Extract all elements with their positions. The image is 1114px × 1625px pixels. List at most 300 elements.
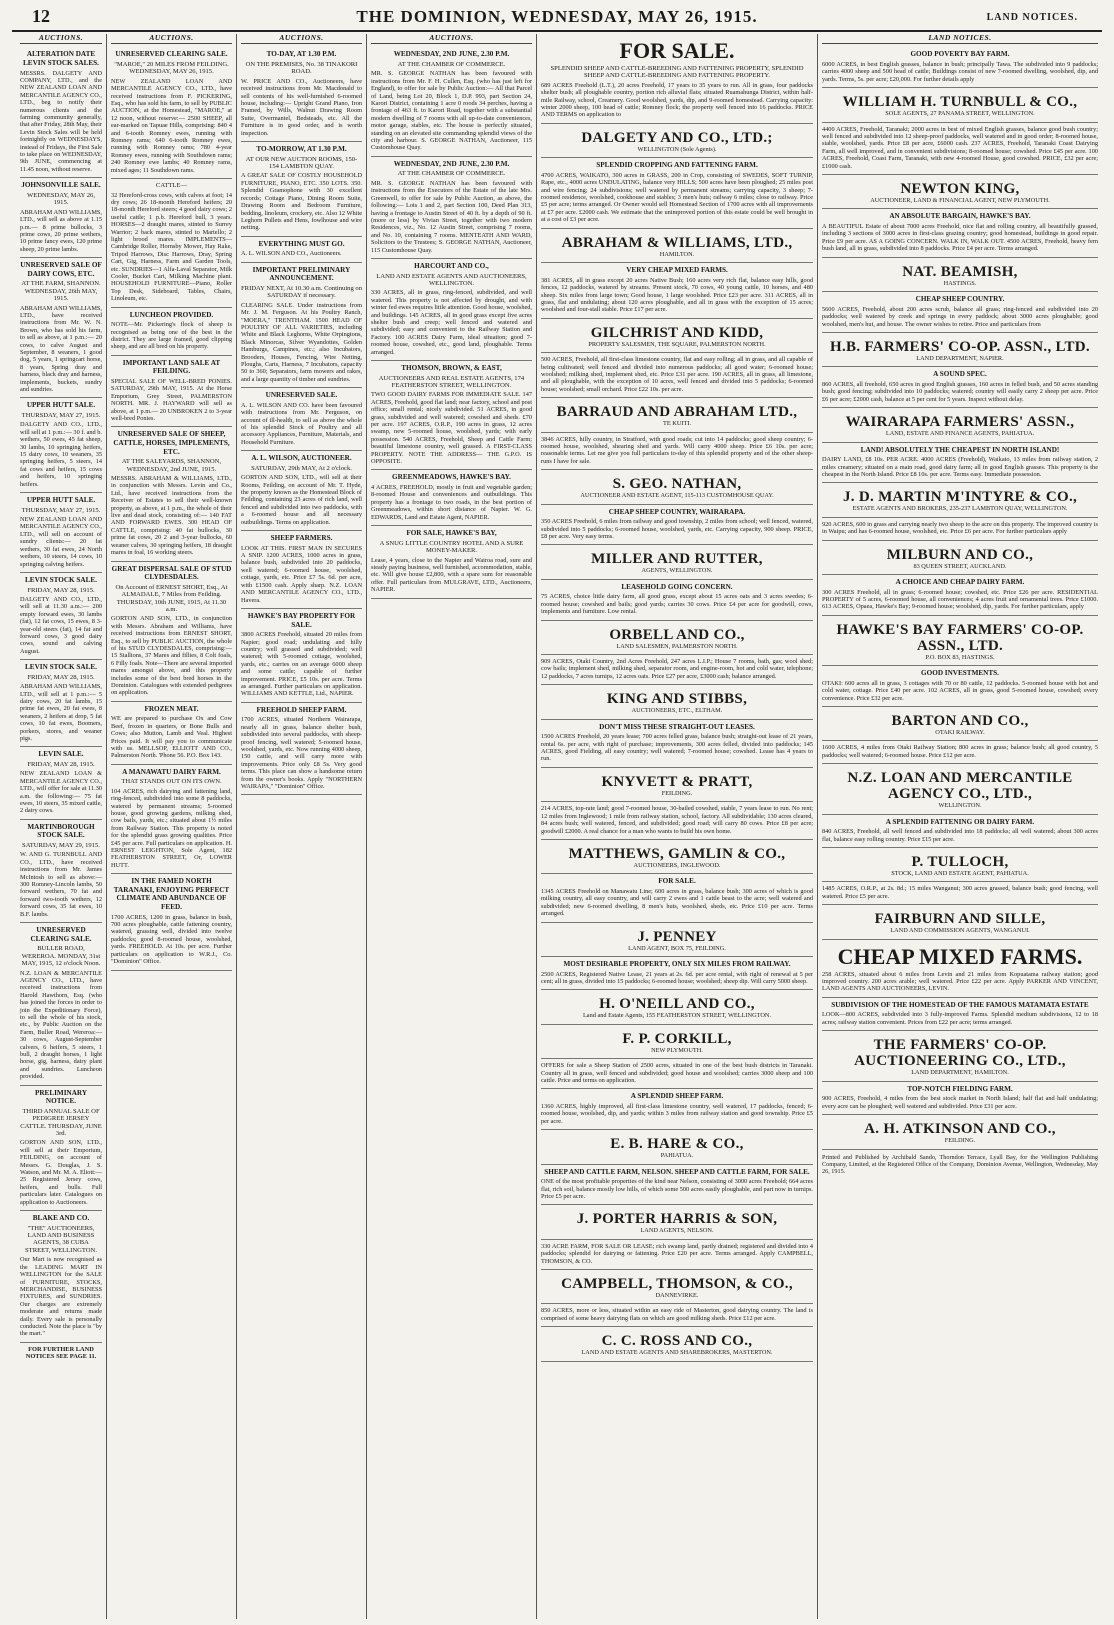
- advertisement: [111, 308, 232, 356]
- ad-body: 1360 ACRES, highly improved, all first-class limestone country, well watered, 17 paddocks, fenced; 6-roomed house, woolshed, dip, and yards; within 3 miles from railway station and good township. Price £5 per acre.: [541, 1102, 813, 1125]
- ad-title: A SPLENDID SHEEP FARM.: [630, 1092, 724, 1101]
- ad-body: OTAKI: 600 acres all in grass, 3 cottages with 70 or 80 cattle, 12 paddocks. 5-roomed house with hot and cold water, cottage. Price £40 per acre. 102 ACRES, all in grass, good 5-roomed house, cowshed; every convenience. Price £32 per acre.: [822, 679, 1098, 702]
- firm-name: WAIRARAPA FARMERS' ASSN.,: [845, 414, 1075, 431]
- firm-name: HAWKE'S BAY FARMERS' CO-OP. ASSN., LTD.: [836, 621, 1084, 654]
- advertisement: [241, 609, 362, 703]
- advertisement: [541, 433, 813, 471]
- firm-name: WILLIAM H. TURNBULL & CO.,: [842, 94, 1078, 111]
- advertisement: [541, 1089, 813, 1130]
- advertisement: [822, 367, 1098, 408]
- firm-address: STOCK, LAND AND ESTATE AGENT, PAHIATUA.: [891, 870, 1029, 878]
- advertisement: [541, 34, 813, 124]
- advertisement: [822, 882, 1098, 905]
- column-1: [16, 34, 107, 1619]
- advertisement: [20, 398, 102, 493]
- ad-body: 4700 ACRES, WAIKATO, 300 acres in GRASS, 200 in Crop, consisting of SWEDES, SOFT TURNIP, Rape, etc., 4000 acres UNDULATING, balance very HILLS; 500 acres have been ploughed; 25 miles post and wire fencing; 24 subdivisions; well watered by permanent streams; carrying capacity, 3 sheep; 7-roomed residence, woolshed, cookhouse and stables; 3 men's huts; railway 6 miles; close to railway. Price £5 per acre; terms arranged. Or Owner would sell Homestead Section of 1700 acres with all improvements at £7 per acre. £2000 cash. We estimate that the unimproved portion of this estate could be well brought in at a cost of £3 per acre.: [541, 171, 813, 224]
- ad-body: ABRAHAM AND WILLIAMS, LTD., have received instructions from Mr. W. N. Brown, who has sold his farm, to sell as above, at 1 p.m.:— 20 cows, to calve August and September, 8 weaners, 1 good dog, 5 years, 1 springcart horse, 8 years, Spring dray and harness, black dray and harness, implements, buckets, sundry and sundries.: [20, 304, 102, 393]
- ad-body: NEW ZEALAND LOAN & MERCANTILE AGENCY CO., LTD., will offer for sale at 11.30 a.m. the following:— 75 fat ewes, 10 steers, 35 mixed cattle, 2 dairy cows.: [20, 770, 102, 815]
- advertisement: [111, 47, 232, 179]
- ad-title: A CHOICE AND CHEAP DAIRY FARM.: [895, 577, 1025, 586]
- ad-subtitle: "THE" AUCTIONEERS, LAND AND BUSINESS AGENTS, 38 CUBA STREET, WELLINGTON.: [25, 1224, 97, 1254]
- advertisement: [541, 319, 813, 353]
- firm-name: KNYVETT & PRATT,: [601, 773, 753, 790]
- advertisement: [111, 702, 232, 765]
- advertisement: [541, 1165, 813, 1206]
- column-header: AUCTIONS.: [371, 34, 532, 44]
- firm-name: C. C. ROSS AND CO.,: [601, 1333, 753, 1350]
- firm-address: AUCTIONEERS, ETC., ELTHAM.: [631, 707, 723, 715]
- ad-subtitle: FRIDAY, MAY 28, 1915.: [27, 586, 95, 594]
- firm-name: E. B. HARE & CO.,: [610, 1136, 744, 1153]
- ad-body: Lease, 4 years, close to the Napier and Wairoa road, sure and steady paying business, well furnished, accommodation, stable, etc. Will give house £2,800, with a spare sum for reasonable offer. Full particulars from MULGRAVE, LTD., Auctioneers, NAPIER.: [371, 556, 532, 594]
- ad-title: EVERYTHING MUST GO.: [258, 239, 345, 248]
- ad-body: 1485 ACRES, O.R.P., at 2s. 8d.; 15 miles Wanganui; 300 acres grassed, balance bush; good fencing, well watered. Price £5 per acre.: [822, 885, 1098, 900]
- firm-name: S. GEO. NATHAN,: [612, 476, 742, 493]
- ad-body: GORTON AND SON, LTD., in conjunction with Messrs. Abraham and Williams, have received instructions from ERNEST SHORT, Esq., to sell by PUBLIC AUCTION, the whole of his STUD CLYDESDALES, comprising:— 15 Stallions, 37 Mares and fillies, 8 Colt foals, 6 Filly foals. Note—There are several imported mares amongst above, and this property includes some of the best bred horses in the Dominion. Catalogues with extended pedigrees on application.: [111, 615, 232, 697]
- firm-name: NEWTON KING,: [900, 181, 1020, 198]
- ad-subtitle: SATURDAY, 29th MAY, At 2 o'clock.: [251, 464, 352, 472]
- advertisement: [541, 263, 813, 319]
- advertisement: [111, 356, 232, 428]
- advertisement: [822, 815, 1098, 848]
- column-4: [367, 34, 537, 1619]
- ad-title: TO-MORROW, AT 1.30 P.M.: [256, 145, 347, 154]
- advertisement: [111, 765, 232, 874]
- advertisement: [822, 616, 1098, 666]
- firm-name: P. TULLOCH,: [911, 854, 1009, 871]
- ad-title: IN THE FAMED NORTH TARANAKI, ENJOYING PERFECT CLIMATE AND ABUNDANCE OF FEED.: [113, 877, 230, 912]
- ad-subtitle: "MAROE," 20 MILES FROM FEILDING. WEDNESDAY, MAY 26, 1915.: [114, 61, 229, 76]
- advertisement: [541, 923, 813, 957]
- ad-title: LEVIN SALE.: [38, 750, 84, 759]
- firm-name: J. PENNEY: [637, 928, 717, 945]
- firm-name: DALGETY AND CO., LTD.;: [581, 129, 773, 146]
- firm-address: AUCTIONEER AND ESTATE AGENT, 115-113 CUSTOMHOUSE QUAY.: [580, 492, 774, 500]
- advertisement: [241, 531, 362, 609]
- advertisement: [541, 1205, 813, 1239]
- firm-address: AUCTIONEERS, INGLEWOOD.: [633, 861, 721, 869]
- firm-address: OTAKI RAILWAY.: [935, 729, 985, 736]
- ad-title: VERY CHEAP MIXED FARMS.: [626, 266, 728, 275]
- advertisement: [241, 451, 362, 531]
- firm-address: FEILDING.: [944, 1137, 976, 1145]
- ad-title: A. L. WILSON, AUCTIONEER.: [251, 454, 352, 463]
- ad-body: 214 ACRES, top-rate land; good 7-roomed house, 30-bailed cowshed, stable, 7 years lease to run. No rent; 12 miles from Inglewood; 1 mile from railway station, school, factory. All subdividable; 130 acres cleared, 84 acres bush; well watered, fenced, and subdivided; good road; will carry 80 cows. Price £8 per acre; goodwill £2000. A real chance for a man who wants to build his own home.: [541, 805, 813, 835]
- firm-address: LAND DEPARTMENT, NAPIER.: [916, 354, 1004, 362]
- ad-body: GORTON AND SON, LTD., will sell at their Emporium, FEILDING, on account of Messrs. G. Douglas, J. S. Watson, and Mr. M. A. Eliott:— 25 Registered Jersey cows, heifers, and bulls. Full particulars later. Catalogues on application to Auctioneers.: [20, 1139, 102, 1206]
- column-header: AUCTIONS.: [111, 34, 232, 44]
- advertisement: [822, 123, 1098, 175]
- ad-title: SHEEP FARMERS.: [270, 534, 333, 543]
- ad-body: MESSRS. DALGETY AND COMPANY, LTD., and the NEW ZEALAND LOAN AND MERCANTILE AGENCY CO., LTD., beg to notify their numerous clients and the farming community generally, that after Friday, 28th May, their Levin Stock Sales will be held fortnightly on WEDNESDAYS, instead of Fridays, the First Sale to take place on WEDNESDAY, 9th JUNE, commencing at 11.45 noon, without reserve.: [20, 69, 102, 173]
- ad-body: 104 ACRES, rich dairying and fattening land, ring-fenced, subdivided into some 8 paddocks, watered by permanent streams; 5-roomed house, good growing gardens, milking shed, cow bails, yards, etc.; situated about 1½ miles from Railway Station. This property is noted for the splendid grass growing qualities. Price £45 per acre. Full particulars on application. H. ERNEST LEIGHTON, Sole Agent, 182 FEATHERSTON STREET, Or, LOWER HUTT.: [111, 787, 232, 869]
- ad-subtitle: FRIDAY NEXT, At 10.30 a.m. Continuing on SATURDAY if necessary.: [241, 284, 363, 300]
- advertisement: [541, 1025, 813, 1059]
- advertisement: [20, 178, 102, 258]
- ad-title: GREAT DISPERSAL SALE OF STUD CLYDESDALES.: [111, 564, 232, 582]
- firm-name: BARTON AND CO.,: [891, 713, 1029, 729]
- advertisement: [371, 470, 532, 526]
- ad-body: 2500 ACRES, Registered Native Lease, 21 years at 2s. 6d. per acre rental, with right of renewal at 5 per cent; all in grass, divided into 15 paddocks; 6-roomed house; woolshed; sheep dip. Will carry 5000 sheep.: [541, 970, 813, 985]
- advertisement: [20, 1211, 102, 1343]
- ad-body: SPECIAL SALE OF WELL-BRED PONIES. SATURDAY, 29th MAY, 1915. At the Horse Emporium, Grey Street, PALMERSTON NORTH. MR. J. HAYWARD will sell as above, at 1 p.m.— 20 UNBROKEN 2 to 3-year well-bred Ponies.: [111, 378, 232, 423]
- advertisement: [822, 1115, 1098, 1149]
- ad-body: 4400 ACRES, Freehold, Taranaki; 2000 acres in best of mixed English grasses, balance good bush country; well fenced and subdivided into 12 sheep-proof paddocks, well watered and in good order; 8-roomed house, stable, woolshed, yards. Price £8 per acre, £6000 cash. 237 ACRES, Freehold, Taranaki Coast Dairying Farm, all well improved, and in convenient subdivisions; 8-roomed house; cowshed. Price £45 per acre. 100 ACRES, Freehold, Coast Farm, Taranaki, with new 4-roomed House, good cowshed. PRICE, £32 per acre; £1000 cash.: [822, 125, 1098, 170]
- ad-body: 1500 ACRES Freehold, 20 years lease; 700 acres felled grass, balance bush; straight-out lease of 21 years, rental 6s. per acre, with right of purchase; improvements, 300 acres felled, divided into paddocks; 145 ACRES, good Fielding, all easy country; well watered; 7-roomed house; cowshed. Lease has 4 years to run.: [541, 733, 813, 763]
- firm-address: HASTINGS.: [943, 279, 977, 287]
- firm-name: THE FARMERS' CO-OP. AUCTIONEERING CO., LTD.,: [854, 1037, 1066, 1070]
- ad-title: FOR SALE, HAWKE'S BAY,: [406, 529, 497, 538]
- advertisement: [241, 388, 362, 451]
- ad-body: MR. S. GEORGE NATHAN has been favoured with instructions from Mr. F. H. Cullen, Esq. (who has just left for England), to offer for sale by Public Auction:— All that Parcel of Land, being Lot 20, Block 1, D.P. 993, part Section 24, Karori District, containing 1 acre 0 roods 34 perches, having a frontage of 463 ft. to Karori Road, together with a substantial modern dwelling of 7 rooms with all up-to-date conveniences, motor garage, stables, etc. The house is perfectly situated, standing on an elevated site commanding splendid views of the city and harbour. S. GEORGE NATHAN, Auctioneer, 115 Customhouse Quay.: [371, 70, 532, 152]
- ad-body: 6000 ACRES, in best English grasses, balance in bush; principally Tawa. The subdivided into 9 paddocks; carries 4000 sheep and 500 head of cattle; Buildings consist of new 7-roomed dwelling, woolshed, dip, and yards. Terms, 5s. per acre; £20,000. For further details apply: [822, 61, 1098, 83]
- ad-body: A GREAT SALE OF COSTLY HOUSEHOLD FURNITURE, PIANO, ETC. 350 LOTS. 350. Splendid Gramophone with 30 excellent records; Cottage Piano, Dining Room Suite, Drawing Room and Bedroom Furniture, bedding, linoleum, crockery, etc. Also 12 White Leghorn Pullets and Hens, fowlhouse and wire netting.: [241, 172, 362, 232]
- ad-body: TWO GOOD DAIRY FARMS FOR IMMEDIATE SALE. 147 ACRES, Freehold, good flat land; near factory, school and post office; small rental; nicely subdivided. 51 ACRES, in good grass, subdivided and well watered; cowshed and sheds. £70 per acre. 197 ACRES, O.R.P., 190 acres in grass, 12 acres swamp, new 5-roomed house, woolshed, yards; with early possession. 540 ACRES, Freehold, Sheep and Cattle Farm; beautiful limestone country, well grassed. A FIRST-CLASS PROPERTY. NOTE THE ADDRESS— THE G.P.O. IS OPPOSITE.: [371, 391, 532, 466]
- advertisement: [541, 720, 813, 768]
- ad-subtitle: SPLENDID SHEEP AND CATTLE-BREEDING AND FATTENING PROPERTY, SPLENDID SHEEP AND CATTLE-BREEDING AND FATTENING PROPERTY.: [550, 65, 804, 80]
- firm-name: F. P. CORKILL,: [622, 1030, 732, 1047]
- firm-name: BARRAUD AND ABRAHAM LTD.,: [556, 404, 798, 421]
- ad-subtitle: THURSDAY, MAY 27, 1915.: [21, 506, 101, 514]
- printer-imprint: Printed and Published by Archibald Sando, Thorndon Terrace, Lyall Bay, for the Wellington Publishing Company, Limited, at the Registered Office of the Company, Dominion Avenue, Wellington, Wednesday, May 26, 1915.: [822, 1153, 1098, 1175]
- advertisement: [541, 505, 813, 546]
- advertisement: [541, 124, 813, 158]
- column-header: LAND NOTICES.: [822, 34, 1098, 44]
- advertisement: [822, 518, 1098, 541]
- ad-subtitle: A SNUG LITTLE COUNTRY HOTEL AND A SURE MONEY-MAKER.: [379, 539, 524, 555]
- advertisement: [822, 741, 1098, 764]
- ad-title: A SPLENDID FATTENING OR DAIRY FARM.: [885, 817, 1035, 826]
- firm-name: H.B. FARMERS' CO-OP. ASSN., LTD.: [830, 338, 1090, 355]
- ad-title: FOR SALE.: [658, 877, 696, 886]
- column-5: [537, 34, 818, 1619]
- advertisement: [541, 874, 813, 922]
- advertisement: [371, 526, 532, 598]
- column-6: [818, 34, 1102, 1619]
- advertisement: [822, 443, 1098, 484]
- ad-body: DALGETY AND CO., LTD., will sell at 1 p.m.:— 30 f. and b. wethers, 50 ewes, 45 fat sheep, 30 lambs, 10 springing heifers, 15 dairy cows, 10 weaners, 35 springing heifers, 5 steers, 14 fat cows and heifers, 15 cows and heifers, 10 springing heifers.: [20, 421, 102, 488]
- firm-address: AGENTS, WELLINGTON.: [641, 567, 713, 575]
- firm-name: MATTHEWS, GAMLIN & CO.,: [568, 845, 786, 862]
- ad-body: LOOK—800 ACRES, subdivided into 3 fully-improved Farms. Splendid medium subdivisions, 12 to 18 acres; railway station convenient. Prices from £22 per acre; terms arranged.: [822, 1011, 1098, 1026]
- advertisement: [541, 1240, 813, 1270]
- ad-body: 5600 ACRES, Freehold, about 200 acres scrub, balance all grass; ring-fenced and subdivided into 20 paddocks; well watered by creek and springs in every paddock; about 3000 acres ploughable; good woolshed, men's hut, and house. The owner wishes to retire. Price and particulars from: [822, 305, 1098, 328]
- ad-title: JOHNSONVILLE SALE.: [21, 181, 101, 190]
- firm-address: LAND AND ESTATE AGENTS AND SHAREBROKERS, MASTERTON.: [581, 1349, 773, 1357]
- column-header: AUCTIONS.: [20, 34, 102, 44]
- ad-title: UPPER HUTT SALE.: [26, 401, 96, 410]
- ad-body: 4 ACRES, FREEHOLD, mostly in fruit and vegetable garden; 8-roomed House and conveniences and outbuildings. This property has a frontage to two roads, in the best portion of Greenmeadows, within short distance of Napier. W. G. EDWARDS, Land and Estate Agent, NAPIER.: [371, 484, 532, 521]
- advertisement: [241, 237, 362, 263]
- firm-address: HAMILTON.: [659, 250, 695, 258]
- firm-address: LAND AGENT, BOX 75, FEILDING.: [628, 944, 726, 952]
- firm-address: LAND SALESMEN, PALMERSTON NORTH.: [616, 642, 738, 650]
- advertisement: [822, 408, 1098, 442]
- ad-subtitle: ON THE PREMISES, No. 38 TINAKORI ROAD.: [245, 61, 358, 76]
- ad-title: THOMSON, BROWN, & EAST,: [401, 364, 502, 372]
- advertisement: [822, 175, 1098, 209]
- firm-address: LAND DEPARTMENT, HAMILTON.: [911, 1069, 1009, 1077]
- advertisement: [822, 483, 1098, 517]
- firm-name: MILBURN AND CO.,: [886, 546, 1034, 563]
- ad-title: SUBDIVISION OF THE HOMESTEAD OF THE FAMOUS MATAMATA ESTATE: [831, 1000, 1089, 1009]
- firm-address: PAHIATUA.: [660, 1152, 694, 1160]
- ad-title: FROZEN MEAT.: [144, 704, 199, 713]
- firm-name: KING AND STIBBS,: [606, 691, 748, 708]
- ad-body: NEW ZEALAND LOAN AND MERCANTILE AGENCY CO., LTD., have received instructions from F. PICKERING, Esq., who has sold his farm, to sell by PUBLIC AUCTION, at the Homestead, "MAROE," at 12 noon, without reserve:— 2500 SHEEP, all ear-marked on Tapuae Hills, comprising: 840 4 and 6-tooth Romney ewes, running with Romney rams; 640 6-tooth Romney ewes, running with Romney rams; 780 4-year Romney ewes, running with Southdown rams; 240 Romney ewe lambs; 40 Romney rams, mixed ages; 11 Southdown rams.: [111, 77, 232, 174]
- ad-title: SHEEP AND CATTLE FARM, NELSON. SHEEP AND CATTLE FARM, FOR SALE.: [544, 1167, 810, 1176]
- ad-body: A BEAUTIFUL Estate of about 7000 acres Freehold, nice flat and rolling country, all beautifully grassed, including 3 sections of 3000 acres in first-class grazing country; good homestead, buildings in good repair. Price £9 per acre. AS A GOING CONCERN. WALK IN, WALK OUT. 4500 ACRES, Freehold, heavy fern bush land, all in grass, subdivided into 8 paddocks. Price £4 per acre. Terms arranged.: [822, 223, 1098, 253]
- firm-name: ABRAHAM & WILLIAMS, LTD.,: [561, 234, 793, 251]
- ad-title: LEASEHOLD GOING CONCERN.: [621, 582, 733, 591]
- advertisement: [822, 1082, 1098, 1115]
- advertisement: [822, 292, 1098, 333]
- columns-container: [16, 34, 1102, 1619]
- advertisement: [822, 940, 1098, 998]
- firm-name: H. O'NEILL AND CO.,: [599, 996, 755, 1013]
- advertisement: [541, 229, 813, 263]
- advertisement: [20, 573, 102, 660]
- ad-body: 920 ACRES, 600 in grass and carrying nearly two sheep to the acre on this property. The improved country is in Waipu; and has 6-roomed house, woolshed, etc. Price £6 per acre. For further particulars apply: [822, 520, 1098, 536]
- advertisement: [541, 621, 813, 655]
- ad-body: 1700 ACRES, 1200 in grass, balance in bush, 700 acres ploughable, cattle fattening country, watered, grassing well, divided into twelve paddocks; good 8-roomed house, woolshed, yards. FREEHOLD. At 10s. per acre. Further particulars on application to W.R.J., Co. "Dominion" Office.: [111, 913, 232, 966]
- firm-address: FEILDING.: [661, 789, 693, 797]
- ad-body: NEW ZEALAND LOAN AND MERCANTILE AGENCY CO., LTD., will sell on account of sundry clients:— 20 fat wethers, 30 fat ewes, 24 North wethers, 10 steers, 14 cows, 10 springing calving heifers.: [20, 516, 102, 568]
- advertisement: [111, 562, 232, 702]
- ad-body: 330 ACRES, all in grass, ring-fenced, subdivided, and well watered. This property is not affected by drought, and with winter fed ewes requires little attention. Good house, woolshed, and buildings. 145 ACRES, all in good grass except five acres shelter bush and creep; well fenced and watered and subdivided; easy and convenient to the Railway Station and Factory. 100 ACRES Dairy Farm, ideal situation; good 7-roomed house, cowshed, etc., good land, ploughable. Terms arranged.: [371, 289, 532, 356]
- ad-title: GOOD POVERTY BAY FARM.: [910, 50, 1010, 59]
- firm-address: LAND AGENTS, NELSON.: [640, 1227, 714, 1235]
- advertisement: [20, 258, 102, 398]
- ad-subtitle: WEDNESDAY, MAY 26, 1915.: [26, 191, 96, 207]
- advertisement: [20, 47, 102, 178]
- ad-subtitle: LAND AND ESTATE AGENTS AND AUCTIONEERS, WELLINGTON.: [376, 272, 527, 287]
- ad-title: TO-DAY, AT 1.30 P.M.: [266, 50, 337, 59]
- ad-title: UPPER HUTT SALE.: [26, 496, 96, 505]
- firm-address: ESTATE AGENTS AND BROKERS, 235-237 LAMBTON QUAY, WELLINGTON.: [852, 505, 1068, 513]
- ad-title: LEVIN STOCK SALE.: [25, 575, 97, 584]
- newspaper-title: THE DOMINION, WEDNESDAY, MAY 26, 1915.: [356, 7, 758, 26]
- ad-subtitle: AT THE SALEYARDS, SHANNON, WEDNESDAY, 2nd JUNE, 1915.: [121, 458, 222, 473]
- advertisement: [822, 333, 1098, 367]
- firm-name: FAIRBURN AND SILLE,: [874, 911, 1046, 928]
- ad-body: ABRAHAM AND WILLIAMS, LTD., will sell at 1 p.m.:— 5 dairy cows, 20 fat lambs, 15 prime fat ewes, 20 fat ewes, 8 weaners, 2 heifers at drop, 5 fat cows, 10 fat ewes, Boomers, porkers, stores, and weaner pigs.: [20, 683, 102, 742]
- advertisement: [541, 1327, 813, 1361]
- advertisement: [371, 157, 532, 259]
- firm-name: NAT. BEAMISH,: [902, 263, 1018, 280]
- firm-address: TE KUITI.: [663, 420, 691, 428]
- ad-title: LEVIN STOCK SALE.: [25, 663, 97, 672]
- ad-title: LAND! ABSOLUTELY THE CHEAPEST IN NORTH ISLAND!: [860, 445, 1060, 454]
- advertisement: [541, 1130, 813, 1164]
- ad-title: A SOUND SPEC.: [933, 370, 987, 379]
- ad-title: UNRESERVED CLEARING SALE.: [115, 50, 228, 59]
- advertisement: [822, 1031, 1098, 1081]
- advertisement: [241, 47, 362, 142]
- advertisement: [541, 685, 813, 719]
- ad-title: SPLENDID CROPPING AND FATTENING FARM.: [596, 161, 758, 170]
- ad-body: 1345 ACRES Freehold on Manawatu Line; 600 acres in grass, balance bush; 300 acres of which is good milking country, all easy country, and will carry 2 ewes and 1 cattle beast to the acre; well watered and subdivided; new 6-roomed dwelling, 8 men's huts, woolshed, sheds, etc. Price £10 per acre. Terms arranged.: [541, 887, 813, 918]
- masthead: [12, 6, 1102, 32]
- advertisement: [822, 666, 1098, 707]
- firm-address: LAND, ESTATE AND FINANCE AGENTS, PAHIATUA.: [885, 430, 1035, 438]
- ad-body: WE are prepared to purchase Ox and Cow Beef, frozen in quarters, or Bone Bulls and Cows; also Mutton, Lamb and Veal. Highest Prices paid. It will pay you to communicate with us. MELLSOP, ELLIOTT AND CO., Palmerston North. 'Phone 56. P.O. Box 143.: [111, 715, 232, 760]
- firm-name: A. H. ATKINSON AND CO.,: [864, 1121, 1056, 1138]
- firm-name: MILLER AND RUTTER,: [591, 551, 763, 568]
- firm-address: LAND AND COMMISSION AGENTS, WANGANUI.: [890, 927, 1030, 935]
- advertisement: [541, 802, 813, 840]
- ad-title: BLAKE AND CO.: [32, 1214, 90, 1223]
- firm-address: PROPERTY SALESMEN, THE SQUARE, PALMERSTON NORTH.: [588, 340, 766, 348]
- column-3: [237, 34, 367, 1619]
- firm-address: WELLINGTON (Sole Agents).: [637, 145, 717, 153]
- ad-body: CLEARING SALE. Under instructions from Mr. J. M. Ferguson. At his Poultry Ranch, "MOERA," TRENTHAM. 1500 HEAD OF POULTRY OF ALL VARIETIES, including White and Black Leghorns, White Orpingtons, Black Minorcas, Silver Wyandottes, Golden Hamburgs, Campines, etc.; also Incubators, Brooders, Houses, Fencing, Wire Netting, Ploughs, Carts, Harness, 7 Incubators, capacity 50 to 360; Separators, farm mowers and rakes, and a large quantity of timber and sundries.: [241, 301, 362, 383]
- ad-body: 1600 ACRES, 4 miles from Otaki Railway Station; 800 acres in grass; balance bush; all good country, 5 paddocks; well watered; 6-roomed house. Price £12 per acre.: [822, 744, 1098, 759]
- ad-body: ONE of the most profitable properties of the kind near Nelson, consisting of 3000 acres Freehold; 664 acres flat, rich soil, balance mostly low hills, of which some 500 acres easily ploughable, and part now in turnips. Price £5 per acre.: [541, 1178, 813, 1200]
- ad-title: TOP-NOTCH FIELDING FARM.: [907, 1084, 1013, 1093]
- ad-body: 3800 ACRES Freehold, situated 20 miles from Napier; good road; undulating and hilly country; well grassed and subdivided; well watered; with 5-roomed cottage, woolshed, yards, etc.; carries on an average 6000 sheep and some cattle; capable of further improvement. PRICE, £5 10s. per acre. Terms as arranged. Further particulars on application. WILLIAMS AND KETTLE, Ltd., NAPIER.: [241, 631, 362, 698]
- ad-body: 900 ACRES, Freehold, 4 miles from the best stock market in North Island; half flat and half undulating; every acre can be ploughed; well watered and subdivided. Price £31 per acre.: [822, 1095, 1098, 1110]
- ad-subtitle: AT THE CHAMBER OF COMMERCE.: [397, 170, 506, 178]
- ad-title: CHEAP MIXED FARMS.: [837, 943, 1083, 969]
- ad-subtitle: BULLER ROAD, WEREROA. MONDAY, 31st MAY, 1915, 12 o'clock Noon.: [21, 945, 101, 968]
- ad-body: 850 ACRES, more or less, situated within an easy ride of Masterton, good dairying country. The land is comprised of some heavy dairying flats on which are good milking sheds. Price £12 per acre.: [541, 1307, 813, 1322]
- advertisement: [20, 820, 102, 923]
- ad-body: 258 ACRES, situated about 6 miles from Levin and 21 miles from Kopuatama railway station; good improved country. 200 acres arable; well watered. Price £22 per acre. Apply PARKER AND VINCENT, LAND AGENTS AND AUCTIONEERS, LEVIN.: [822, 970, 1098, 993]
- advertisement: [371, 259, 532, 361]
- ad-body: Our Mart is now recognised as the LEADING MART IN WELLINGTON for the SALE of FURNITURE, STOCKS, MERCHANDISE, BUSINESS FIXTURES, and SUNDRIES. Our charges are extremely moderate and returns made daily. Every sale is personally conducted. Note the place is "by the mart.": [20, 1256, 102, 1338]
- firm-name: J. PORTER HARRIS & SON,: [576, 1211, 778, 1228]
- ad-title: CHEAP SHEEP COUNTRY.: [915, 295, 1005, 304]
- ad-body: 381 ACRES, all in grass except 20 acres Native Bush; 160 acres very rich flat, balance easy hills, good fences, 12 paddocks, watered by streams. Present stock, 70 cows, 40 young cattle, 10 horses, and 480 sheep. Six miles from large town; Good house, 1 large woolshed. Price £23 per acre. 311 ACRES, all in grass, flat and undulating; about 120 acres ploughable, and all in grass with the exception of 15 acres; woolshed and four-stall stable. Price £17 per acre.: [541, 276, 813, 314]
- ad-subtitle: THAT STANDS OUT ON ITS OWN.: [121, 778, 222, 786]
- ad-subtitle: THIRD ANNUAL SALE OF PEDIGREE JERSEY CATTLE. THURSDAY, JUNE 3rd.: [20, 1107, 102, 1137]
- ad-body: W. AND G. TURNBULL AND CO., LTD., have received instructions from Mr. James McIntosh to sell as above:— 300 Romney-Lincoln lambs, 50 forward wethers, 70 fat and forward two-tooth wethers, 12 forward cows, 35 fat ewes, 10 B.F. lambs.: [20, 851, 102, 918]
- ad-body: 32 Hereford-cross cows, with calves at foot; 14 dry cows; 26 18-month Hereford heifers; 20 18-month Hereford steers; 4 good dairy cows; 2 useful cattle; 1 p.b. Hereford bull, 3 years. HORSES—2 draught mares, stinted to Surrey Warrior; 2 back mares, stinted to Martello; 2 light brood mares. IMPLEMENTS—Cambridge Roller, Hornsby Mower, Hay Rake, Tripod Harrows, Disc Harrows, Dray, Spring Cart, Gig, Harness, Farm and Garden Tools, etc. SUNDRIES—1 Alfa-Laval Separator, Milk Cooler, Bucket Cart, Milking Machine plant. HOUSEHOLD FURNITURE—Piano, Roller Top Desk, Sideboard, Tables, Chairs, Linoleum, etc.: [111, 191, 232, 303]
- firm-name: ORBELL AND CO.,: [609, 626, 745, 643]
- advertisement: [541, 840, 813, 874]
- ad-title: DON'T MISS THESE STRAIGHT-OUT LEASES.: [599, 722, 755, 731]
- ad-body: DAIRY LAND, £8 10s. PER ACRE. 4000 ACRES (Freehold), Waikato, 13 miles from railway station, 2 miles creamery; situated on a main road, good dairy farm; all in good English grasses. This property is the cheapest in the North Island. Price £8 10s. per acre. Terms easy. Immediate possession.: [822, 456, 1098, 478]
- ad-title: UNRESERVED SALE OF SHEEP, CATTLE, HORSES, IMPLEMENTS, ETC.: [113, 430, 230, 456]
- ad-body: 300 ACRES Freehold, all in grass; 6-roomed house; cowshed, etc. Price £26 per acre. RESIDENTIAL PROPERTY of 5 acres, 6-roomed house, all conveniences; 4 acres fruit and ornamental trees. Price £1000. 613 ACRES, Opaea, Hawke's Bay; 9-roomed house; woolshed, dip, yards. For further particulars, apply: [822, 588, 1098, 611]
- advertisement: [822, 88, 1098, 122]
- advertisement: [20, 493, 102, 573]
- firm-address: Land and Estate Agents, 155 FEATHERSTON STREET, WELLINGTON.: [582, 1012, 772, 1020]
- ad-body: LOOK AT THIS. FIRST MAN IN SECURES A SNIP. 1200 ACRES, 1000 acres in grass, balance bush, subdivided into 20 paddocks, well watered; 6-roomed house, woolshed, cottage, yards, etc. Price £7 5s. 6d. per acre, with £1500 cash. Apply sharp. N.Z. LOAN AND MERCANTILE AGENCY CO., LTD., Havera.: [241, 544, 362, 604]
- ad-subtitle: FRIDAY, MAY 28, 1915.: [27, 761, 95, 768]
- firm-address: AUCTIONEER, LAND & FINANCIAL AGENT, NEW PLYMOUTH.: [870, 197, 1050, 205]
- ad-title: AN ABSOLUTE BARGAIN, HAWKE'S BAY.: [889, 212, 1031, 221]
- advertisement: [822, 541, 1098, 575]
- ad-body: 1700 ACRES, situated Northern Wairarapa, nearly all in grass, balance shelter bush, subdivided into several paddocks, with sheep-proof fencing, well watered; 5-roomed house, woolshed, yards, etc. Now running 4000 sheep, 150 cattle, and will carry more with improvements. Price only £8 5s. Very good terms. This place can show a handsome return from the owner's books. Apply "NORTHERN WAIRAPA," "Dominion" Office.: [241, 716, 362, 790]
- ad-title: CHEAP SHEEP COUNTRY, WAIRARAPA.: [608, 507, 746, 516]
- column-2: [107, 34, 237, 1619]
- ad-body: ABRAHAM AND WILLIAMS, LTD., will sell as above at 1.15 p.m.— 8 prime bullocks, 3 prime cows, 20 prime wethers, 10 prime fancy ewes, 120 prime sheep, 20 prime lambs.: [20, 208, 102, 253]
- firm-name: CAMPBELL, THOMSON, & CO.,: [561, 1276, 793, 1293]
- ad-subtitle: CATTLE—: [155, 182, 188, 190]
- advertisement: [371, 361, 532, 470]
- advertisement: [20, 747, 102, 819]
- advertisement: [241, 703, 362, 796]
- advertisement: [822, 848, 1098, 882]
- advertisement: [822, 47, 1098, 88]
- advertisement: [822, 707, 1098, 741]
- ad-subtitle: FRIDAY, MAY 28, 1915.: [27, 673, 95, 681]
- advertisement: [111, 427, 232, 561]
- ad-body: 840 ACRES, Freehold, all well fenced and subdivided into 18 paddocks; all well watered; about 300 acres flat, balance easy rolling country. Price £15 per acre.: [822, 828, 1098, 843]
- ad-body: 350 ACRES Freehold, 6 miles from railway and good township, 2 miles from school; well fenced, watered, subdivided into 5 paddocks; 6-roomed house, woolshed, yards, etc. Carrying capacity, 900 sheep. PRICE, £8 per acre. Very easy terms.: [541, 518, 813, 540]
- advertisement: [541, 545, 813, 579]
- ad-body: 860 ACRES, all freehold, 650 acres in good English grasses, 160 acres in felled bush, and 50 acres standing bush; good fencing; subdivided into 10 paddocks; watered; country will easily carry 2 sheep per acre. Price £6 per acre; £2000 cash, balance at 5 per cent for 5 years. Inspect without delay.: [822, 380, 1098, 403]
- firm-address: 83 QUEEN STREET, AUCKLAND.: [913, 562, 1007, 570]
- ad-title: IMPORTANT PRELIMINARY ANNOUNCEMENT.: [252, 265, 351, 283]
- advertisement: [20, 1086, 102, 1211]
- ad-body: MESSRS. ABRAHAM & WILLIAMS, LTD., in conjunction with Messrs. Levin and Co., Ltd., have received instructions from the Receiver of Estates to sell their well-known property, as above, at 1 p.m., the whole of their live and dead stock, consisting of:— 140 FAT AND FORWARD EWES. 300 HEAD OF CATTLE, comprising: 40 fat bullocks, 30 prime fat cows, 20 2 and 3-year bullocks, 60 weaner calves, 30 springing heifers, 18 draught mares in foal, 16 working steers.: [111, 475, 232, 557]
- ad-title: FREEHOLD SHEEP FARM.: [256, 705, 347, 714]
- ad-body: 689 ACRES Freehold (L.T.), 20 acres Freehold, 17 years to 35 years to run. All in grass, four paddocks shelter bush; all ploughable country, portion rich alluvial flats; situated Ruamahunga District, within half-mile Railway, school, Creamery. Good woolshed, yards, dip, and 9-roomed homestead. Carrying capacity: winter 2000 sheep, 100 head of cattle; Romney flock; the property well fenced into 16 paddocks. PRICE AND TERMS on application to: [541, 81, 813, 119]
- advertisement: [822, 575, 1098, 616]
- advertisement: [541, 655, 813, 685]
- ad-title: UNRESERVED SALE.: [265, 391, 338, 400]
- advertisement: [20, 660, 102, 747]
- ad-title: MOST DESIRABLE PROPERTY, ONLY SIX MILES FROM RAILWAY.: [563, 959, 791, 968]
- ad-body: DALGETY AND CO., LTD., will sell at 11.30 a.m.:— 200 empty forward ewes, 30 lambs (fat), 12 fat cows, 15 ewes, 8 3-year-old steers (fat), 14 fat and forward cows, 3 good dairy cows, sound and calving August.: [20, 595, 102, 655]
- ad-title: HAWKE'S BAY PROPERTY FOR SALE.: [247, 611, 356, 629]
- ad-subtitle: AUCTIONEERS AND REAL ESTATE AGENTS, 174 FEATHERSTON STREET, WELLINGTON.: [378, 374, 525, 389]
- advertisement: [541, 990, 813, 1024]
- advertisement: [111, 874, 232, 970]
- ad-subtitle: AT THE FARM, SHANNON. WEDNESDAY, 26th MAY, 1915.: [21, 280, 101, 303]
- firm-address: NEW PLYMOUTH.: [651, 1046, 703, 1054]
- advertisement: [822, 258, 1098, 292]
- ad-title: ALTERATION DATE LEVIN STOCK SALES.: [23, 50, 99, 67]
- firm-name: N.Z. LOAN AND MERCANTILE AGENCY CO., LTD.,: [847, 770, 1073, 803]
- ad-body: 3846 ACRES, hilly country, in Stratford, with good roads; cut into 14 paddocks; good sheep country; 6-roomed house, woolshed, shearing shed and yards. Will carry 4000 sheep. Price £6 10s. per acre; reasonable terms. Let me give you full particulars to-day of this splendid property and of the other sheep-runs I have for sale.: [541, 435, 813, 465]
- advertisement: [541, 957, 813, 990]
- ad-title: WEDNESDAY, 2ND JUNE, 2.30 P.M.: [393, 159, 510, 168]
- ad-title: IMPORTANT LAND SALE AT FEILDING.: [122, 358, 221, 376]
- advertisement: [541, 398, 813, 432]
- advertisement: [541, 580, 813, 621]
- ad-body: 330 ACRE FARM, FOR SALE OR LEASE; rich swamp land, partly drained; registered and divided into 4 paddocks; splendid for dairying or fattening. Price £20 per acre. Terms arranged. Apply CAMPBELL, THOMSON, & CO.: [541, 1242, 813, 1265]
- advertisement: [111, 179, 232, 308]
- firm-name: GILCHRIST AND KIDD,: [590, 324, 764, 341]
- ad-body: A. L. WILSON AND CO., Auctioneers.: [241, 250, 342, 258]
- ad-body: 909 ACRES, Otaki Country, 2nd Acres Freehold, 247 acres L.I.P.; House 7 rooms, bath, gas; wool shed; cow bails; implement shed, milking shed, separator room, and engine-room, hot and cold water, telephone; 12 paddocks, 7 acres turnips, 12 acres oats. Price £27 per acre, £3000 cash; balance arranged.: [541, 658, 813, 680]
- ad-title: LUNCHEON PROVIDED.: [129, 310, 214, 319]
- column-header: AUCTIONS.: [241, 34, 362, 44]
- firm-name: J. D. MARTIN M'INTYRE & CO.,: [842, 489, 1078, 506]
- ad-body: W. PRICE AND CO., Auctioneers, have received instructions from Mr. Macdonald to sell contents of his well-furnished 6-roomed house, including:— Upright Grand Piano, Iron Framed, by Wills, Walnut Drawing Room Suite, Overmantel, Bedsteads, etc. All the Furniture is in good order, and is worth inspection.: [241, 77, 362, 137]
- advertisement: [241, 142, 362, 237]
- ad-body: 500 ACRES, Freehold, all first-class limestone country, flat and easy rolling; all in grass, and all capable of being cultivated; well fenced and divided into numerous paddocks; all good water; 6-roomed house; woolshed; milking shed, implement shed, etc. Price £31 per acre. 190 ACRES, all in grass, all limestone, and all ploughable, with the exception of 10 acres, well fenced and divided into 5 paddocks; 6-roomed house; woolshed; small orchard. Price £22 10s. per acre.: [541, 356, 813, 393]
- ad-subtitle: SATURDAY, MAY 29, 1915.: [22, 842, 100, 850]
- advertisement: [822, 209, 1098, 257]
- advertisement: [541, 1059, 813, 1089]
- advertisement: [822, 764, 1098, 814]
- ad-subtitle: THURSDAY, MAY 27, 1915.: [21, 412, 101, 419]
- advertisement: [541, 158, 813, 228]
- ad-body: N.Z. LOAN & MERCANTILE AGENCY CO., LTD., have received instructions from Harold Hawthorn, Esq. (who has joined the forces in order to join the Expeditionary Force), to sell the whole of his stock, etc., by Public Auction on the Farm, Buller Road, Wereroa:— 30 cows, August-September calvers, 6 heifers, 5 steers, 1 bull, 2 draught horses, 1 light horse, gig, harness, dairy plant and sundries. Luncheon provided.: [20, 969, 102, 1081]
- advertisement: [541, 470, 813, 504]
- advertisement: [822, 905, 1098, 939]
- advertisement: [371, 47, 532, 156]
- page-number: 12: [32, 6, 50, 26]
- firm-address: SOLE AGENTS, 27 PANAMA STREET, WELLINGTON.: [885, 110, 1035, 118]
- ad-body: NOTE—Mr. Pickering's flock of sheep is recognised as being one of the best in the district. They are large framed, good clipping sheep, and are all bred on his property.: [111, 321, 232, 351]
- ad-title: GREENMEADOWS, HAWKE'S BAY.: [392, 473, 511, 482]
